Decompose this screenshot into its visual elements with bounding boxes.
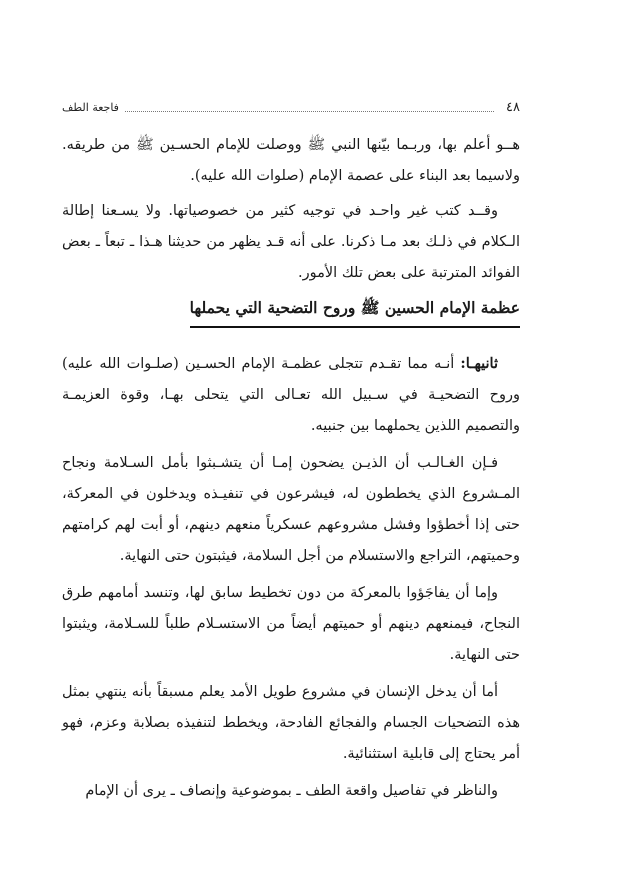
body-paragraph: والناظر في تفاصيل واقعة الطف ـ بموضوعية وإنصاف ـ يرى أن الإمام — [85, 783, 498, 799]
body-paragraph: أما أن يدخل الإنسان في مشروع طويل الأمد يعلم مسبقاً بأنه ينتهي بمثل هذه التضحيات الجسام والفجائع الفادحة، ويخطط لتنفيذه بصلابة وعزم، فهو أمر يحتاج إلى قابلية استثنائية. — [62, 684, 520, 762]
running-header — [62, 98, 520, 116]
running-title: فاجعة الطف — [62, 100, 119, 114]
paragraph-1 — [62, 130, 520, 192]
lead-label: ثانيهـا: — [460, 355, 498, 372]
lead-text: أنـه مما تقـدم تتجلى عظمـة الإمام الحسـين (صلـوات الله عليه) وروح التضحيـة في سـبيل الله تعـالى التي يتحلى بهـا، وقوة العزيمـة والتصميم اللذين يحملهما بين جنبيه. — [62, 356, 520, 434]
body-paragraph: فـإن الغـالـب أن الذيـن يضحون إمـا أن يتشـبثوا بأمل السـلامة ونجاح المـشروع الذي يخططون له، فيشرعون في تنفيـذه ويدخلون في المعركة، حتى إذا أخطؤوا وفشل مشروعهم عسكرياً منعهم دينهم، أو أبت لهم كرامتهم وحميتهم، التراجع والاستسلام من أجل السلامة، فيثبتون حتى النهاية. — [62, 455, 520, 564]
paragraph-text: وقــد كتب غير واحـد في توجيه كثير من خصوصياتها. ولا يسـعنا إطالة الـكلام في ذلـك بعد مـا ذكرنا. على أنه قـد يظهر من حديثنا هـذا ـ تبعاً ـ بعض الفوائد المترتبة على بعض تلك الأمور. — [62, 203, 520, 281]
page-number: ٤٨ — [506, 99, 520, 115]
section-heading: عظمة الإمام الحسين ﷺ وروح التضحية التي يحملها — [190, 298, 520, 328]
section-heading-wrap — [62, 298, 520, 328]
body-paragraph: وإما أن يفاجَؤوا بالمعركة من دون تخطيط سابق لها، وتنسد أمامهم طرق النجاح، فيمنعهم دينهم أو حميتهم أيضاً من الاستسـلام طلباً للسـلامة، ويثبتوا حتى النهاية. — [62, 585, 520, 663]
paragraph-text: هــو أعلم بها، وربـما بيّنها النبي ﷺ ووصلت للإمام الحسـين ﷺ من طريقه. ولاسيما بعد البناء على عصمة الإمام (صلوات الله عليه). — [62, 137, 520, 184]
lead-paragraph — [62, 348, 520, 442]
section-body — [62, 348, 520, 813]
paragraph-2 — [62, 196, 520, 289]
header-leader-dots — [125, 103, 494, 112]
